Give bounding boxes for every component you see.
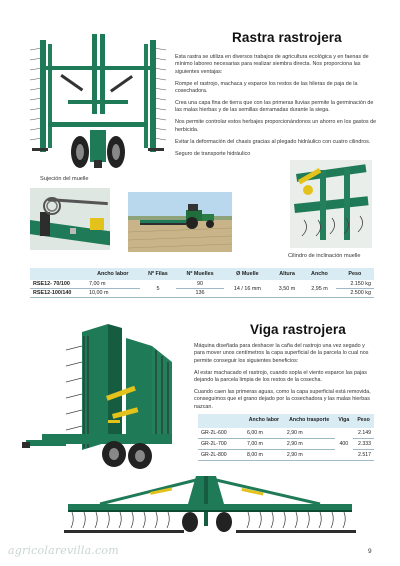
muelles-cell: 90 — [176, 280, 223, 289]
table-header: Viga — [335, 414, 354, 428]
ancho-labor-cell: 10,00 m — [86, 289, 140, 298]
ancho-labor-cell: 6,00 m — [244, 428, 284, 439]
table-header: Nº Muelles — [176, 268, 223, 280]
rastra-machine-image — [28, 30, 168, 180]
model-cell: GR-2L-800 — [198, 450, 244, 461]
ancho-cell: 2,95 m — [303, 280, 336, 298]
muelles-cell: 136 — [176, 289, 223, 298]
rastra-spec-table — [30, 268, 374, 298]
model-cell: RSE12- 70/100 — [30, 280, 86, 289]
viga-cell: 400 — [335, 428, 354, 461]
ancho-labor-cell: 7,00 m — [244, 439, 284, 450]
table-header: Ancho labor — [86, 268, 140, 280]
model-cell: GR-2L-700 — [198, 439, 244, 450]
peso-cell: 2.500 kg — [336, 289, 374, 298]
caption-spring: Sujeción del muelle — [40, 176, 89, 182]
table-header — [30, 268, 86, 280]
peso-cell: 2.517 — [353, 450, 374, 461]
rastra-paragraph: Rompe el rastrojo, machaca y esparce los restos de las hileras de paja de la cosechadora. — [175, 80, 358, 95]
rastra-paragraph: Evitar la deformación del chasis gracias al plegado hidráulico con cuatro cilindros. — [175, 138, 371, 145]
table-row — [30, 280, 374, 289]
model-cell: GR-2L-600 — [198, 428, 244, 439]
peso-cell: 2.333 — [353, 439, 374, 450]
viga-description — [194, 343, 376, 416]
table-header-row — [30, 268, 374, 280]
table-header: Peso — [336, 268, 374, 280]
cylinder-photo — [290, 160, 372, 248]
rastra-paragraph: Seguro de transporte hidráulico — [175, 150, 251, 157]
viga-spec-table — [198, 414, 374, 461]
viga-unfolded-image — [60, 474, 360, 540]
table-row — [198, 428, 374, 439]
rastra-paragraph: Esta rastra se utiliza en diversos trabajos de agricultura ecológica y en faenas de mínimo laboreo necesarias para realizar siembra directa. Nos proporciona las siguientes ventajas: — [175, 54, 369, 75]
ancho-labor-cell: 7,00 m — [86, 280, 140, 289]
field-photo — [128, 192, 232, 252]
peso-cell: 2.150 kg — [336, 280, 374, 289]
peso-cell: 2.149 — [353, 428, 374, 439]
table-header: Nº Filas — [140, 268, 177, 280]
viga-paragraph: Máquina diseñada para deshacer la caña del rastrojo una vez segado y para mover unos centímetros la capa superficial de la parcela lo cual nos permite conseguir los siguientes beneficios: — [194, 343, 369, 364]
spring-clamp-photo — [30, 188, 110, 250]
caption-cylinder: Cilindro de inclinación muelle — [288, 253, 361, 259]
rastra-title: Rastra rastrojera — [232, 30, 342, 45]
table-header: Ancho trasporte — [284, 414, 335, 428]
ancho-trasporte-cell: 2,90 m — [284, 450, 335, 461]
rastra-paragraph: Nos permite controlar estos herbajes proporcionándonos un ahorro en los gastos de herbicida. — [175, 119, 377, 133]
viga-paragraph: Al estar machacado el rastrojo, cuando sopla el viento esparce las pajas dejando la parcela limpia de los restos de la cosecha. — [194, 369, 367, 384]
viga-paragraph: Cuando caen las primeras aguas, como la capa superficial está removida, conseguimos que el grano dejado por la cosechadora y las malas hierbas nazcan. — [194, 389, 371, 410]
model-cell: RSE12-100/140 — [30, 289, 86, 298]
rastra-paragraph: Crea una capa fina de tierra que con las primeras lluvias permite la germinación de las malas hierbas y de las semillas derramadas durante la siega. — [175, 100, 374, 114]
rastra-description — [175, 54, 379, 162]
table-header-row — [198, 414, 374, 428]
altura-cell: 3,50 m — [271, 280, 303, 298]
ancho-trasporte-cell: 2,90 m — [284, 439, 335, 450]
ancho-trasporte-cell: 2,90 m — [284, 428, 335, 439]
viga-machine-image — [22, 316, 192, 472]
table-header: Altura — [271, 268, 303, 280]
viga-title: Viga rastrojera — [250, 322, 346, 337]
footer-website-link[interactable]: agricolarevilla.com — [8, 544, 119, 557]
table-header: Peso — [353, 414, 374, 428]
table-header: Ancho — [303, 268, 336, 280]
diametro-cell: 14 / 16 mm — [224, 280, 271, 298]
table-header: Ancho labor — [244, 414, 284, 428]
table-header: Ø Muelle — [224, 268, 271, 280]
filas-cell: 5 — [140, 280, 177, 298]
ancho-labor-cell: 8,00 m — [244, 450, 284, 461]
table-header — [198, 414, 244, 428]
page-number: 9 — [368, 548, 372, 555]
